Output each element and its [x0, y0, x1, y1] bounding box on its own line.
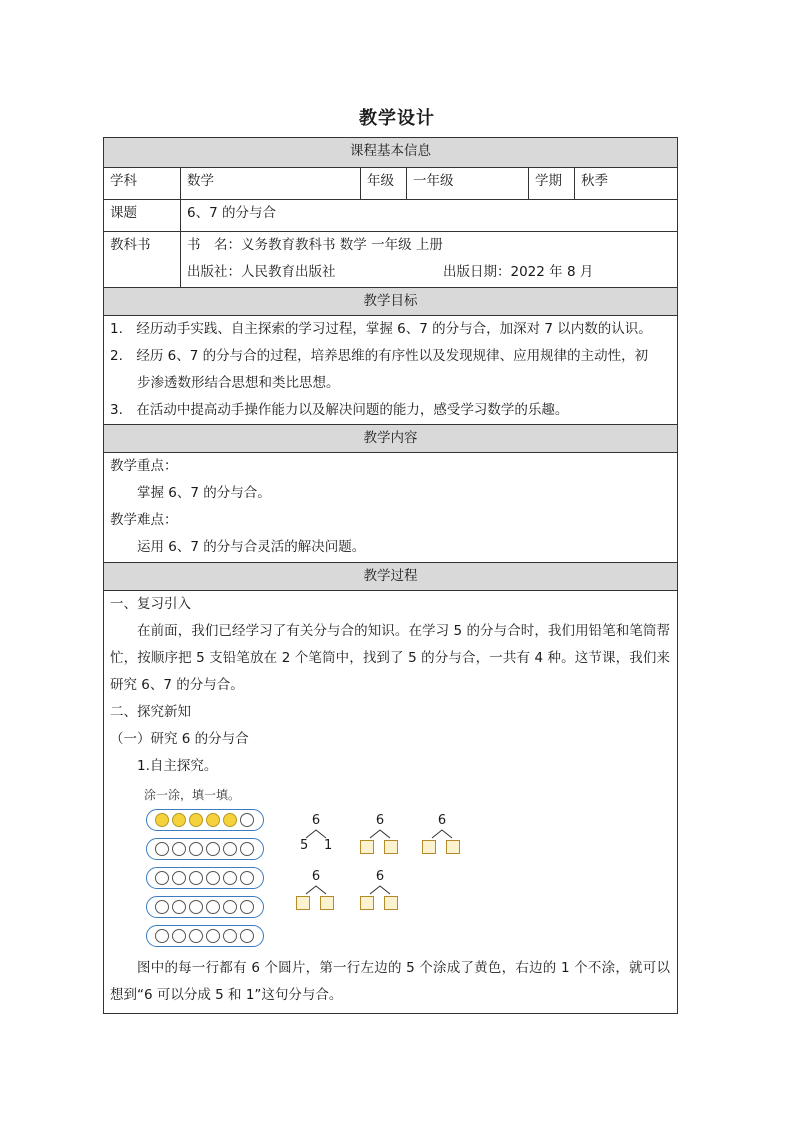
- answer-box[interactable]: [422, 840, 436, 854]
- tree-total: 6: [375, 813, 385, 828]
- bead-circle: [172, 900, 186, 914]
- bead-circle: [223, 871, 237, 885]
- explain-paragraph: 图中的每一行都有 6 个圆片，第一行左边的 5 个涂成了黄色，右边的 1 个不涂，就可以想到“6 可以分成 5 和 1”这句分与合。: [110, 960, 670, 1003]
- bead-circle: [189, 842, 203, 856]
- tree-total: 6: [311, 869, 321, 884]
- section-goals: 教学目标: [104, 287, 677, 315]
- section-content: 教学内容: [104, 424, 677, 452]
- split-tree: [422, 813, 482, 863]
- tree-total: 6: [437, 813, 447, 828]
- subsection-6: （一）研究 6 的分与合: [110, 731, 249, 747]
- bead-circle: [206, 813, 220, 827]
- bead-circle: [155, 929, 169, 943]
- grade-label: 年级: [360, 168, 406, 199]
- bead-circle: [240, 842, 254, 856]
- grade-value: 一年级: [406, 168, 528, 199]
- bead-circle: [223, 813, 237, 827]
- split-tree: [360, 869, 420, 919]
- key-point-label: 教学重点：: [110, 458, 178, 474]
- tree-branches: [360, 885, 400, 895]
- bead-circle: [223, 929, 237, 943]
- textbook-value: [180, 232, 679, 287]
- info-row-textbook: [104, 231, 677, 287]
- tree-right-part: 1: [324, 838, 333, 853]
- bead-row: [146, 867, 264, 889]
- goal-3: 3. 在活动中提高动手操作能力以及解决问题的能力，感受学习数学的乐趣。: [110, 402, 569, 418]
- key-point-text: 掌握 6、7 的分与合。: [137, 485, 271, 501]
- goal-1: 1. 经历动手实践、自主探索的学习过程，掌握 6、7 的分与合，加深对 7 以内数的认识。: [110, 321, 652, 337]
- document-title: 教学设计: [359, 108, 435, 129]
- intro-paragraph: 在前面，我们已经学习了有关分与合的知识。在学习 5 的分与合时，我们用铅笔和笔筒帮忙，按顺序把 5 支铅笔放在 2 个笔筒中，找到了 5 的分与合，一共有 4 种。这节课，我们来研究 6、7 的分与合。: [110, 623, 670, 693]
- answer-box[interactable]: [384, 896, 398, 910]
- answer-box[interactable]: [320, 896, 334, 910]
- tree-left-part: 5: [300, 838, 309, 853]
- topic-label: 课题: [110, 205, 137, 221]
- section-basic-info: 课程基本信息: [104, 138, 677, 167]
- bead-circle: [155, 900, 169, 914]
- tree-branches: [296, 885, 336, 895]
- book-name: 书 名：义务教育教科书 数学 一年级 上册: [187, 237, 443, 253]
- answer-box[interactable]: [446, 840, 460, 854]
- difficulty-text: 运用 6、7 的分与合灵活的解决问题。: [137, 539, 366, 555]
- subject-value: 数学: [180, 168, 360, 199]
- tree-total: 6: [311, 813, 321, 828]
- lesson-table: [103, 137, 678, 1014]
- answer-box[interactable]: [360, 840, 374, 854]
- bead-circle: [206, 871, 220, 885]
- goals-body: [104, 315, 677, 424]
- answer-box[interactable]: [384, 840, 398, 854]
- bead-circle: [240, 900, 254, 914]
- publish-date: 出版日期：2022 年 8 月: [443, 264, 594, 280]
- figure-caption: 涂一涂，填一填。: [144, 788, 241, 802]
- bead-circle: [155, 871, 169, 885]
- split-tree: [296, 869, 356, 919]
- term-label: 学期: [528, 168, 574, 199]
- info-row-topic: [104, 199, 677, 231]
- term-value: 秋季: [574, 168, 679, 199]
- step-review: 一、复习引入: [110, 596, 191, 612]
- publisher: 出版社：人民教育出版社: [187, 264, 336, 280]
- process-body: [104, 590, 677, 1013]
- answer-box[interactable]: [360, 896, 374, 910]
- goal-2-cont: 步渗透数形结合思想和类比思想。: [137, 375, 340, 391]
- bead-row: [146, 809, 264, 831]
- subject-label: 学科: [110, 173, 137, 189]
- textbook-label: 教科书: [110, 237, 151, 253]
- bead-circle: [206, 900, 220, 914]
- split-tree: [296, 813, 356, 863]
- bead-circle: [206, 929, 220, 943]
- bead-circle: [189, 813, 203, 827]
- bead-circle: [172, 871, 186, 885]
- bead-circle: [240, 813, 254, 827]
- bead-circle: [189, 929, 203, 943]
- bead-row: [146, 838, 264, 860]
- bead-circle: [189, 871, 203, 885]
- bead-circle: [189, 900, 203, 914]
- goal-2: 2. 经历 6、7 的分与合的过程，培养思维的有序性以及发现规律、应用规律的主动性，初: [110, 348, 649, 364]
- bead-row: [146, 925, 264, 947]
- bead-circle: [223, 900, 237, 914]
- bead-circle: [172, 929, 186, 943]
- tree-branches: [360, 829, 400, 839]
- section-process: 教学过程: [104, 562, 677, 590]
- self-explore: 1.自主探究。: [137, 758, 218, 774]
- bead-circle: [240, 871, 254, 885]
- topic-value: 6、7 的分与合: [180, 200, 679, 231]
- bead-circle: [240, 929, 254, 943]
- bead-row: [146, 896, 264, 918]
- tree-total: 6: [375, 869, 385, 884]
- answer-box[interactable]: [296, 896, 310, 910]
- split-tree: [360, 813, 420, 863]
- bead-circle: [155, 813, 169, 827]
- content-body: [104, 452, 677, 562]
- bead-circle: [206, 842, 220, 856]
- bead-circle: [155, 842, 169, 856]
- difficulty-label: 教学难点：: [110, 512, 178, 528]
- bead-circle: [172, 842, 186, 856]
- bead-circle: [223, 842, 237, 856]
- tree-branches: [422, 829, 462, 839]
- bead-circle: [172, 813, 186, 827]
- step-explore: 二、探究新知: [110, 704, 191, 720]
- info-row-subject: [104, 167, 677, 199]
